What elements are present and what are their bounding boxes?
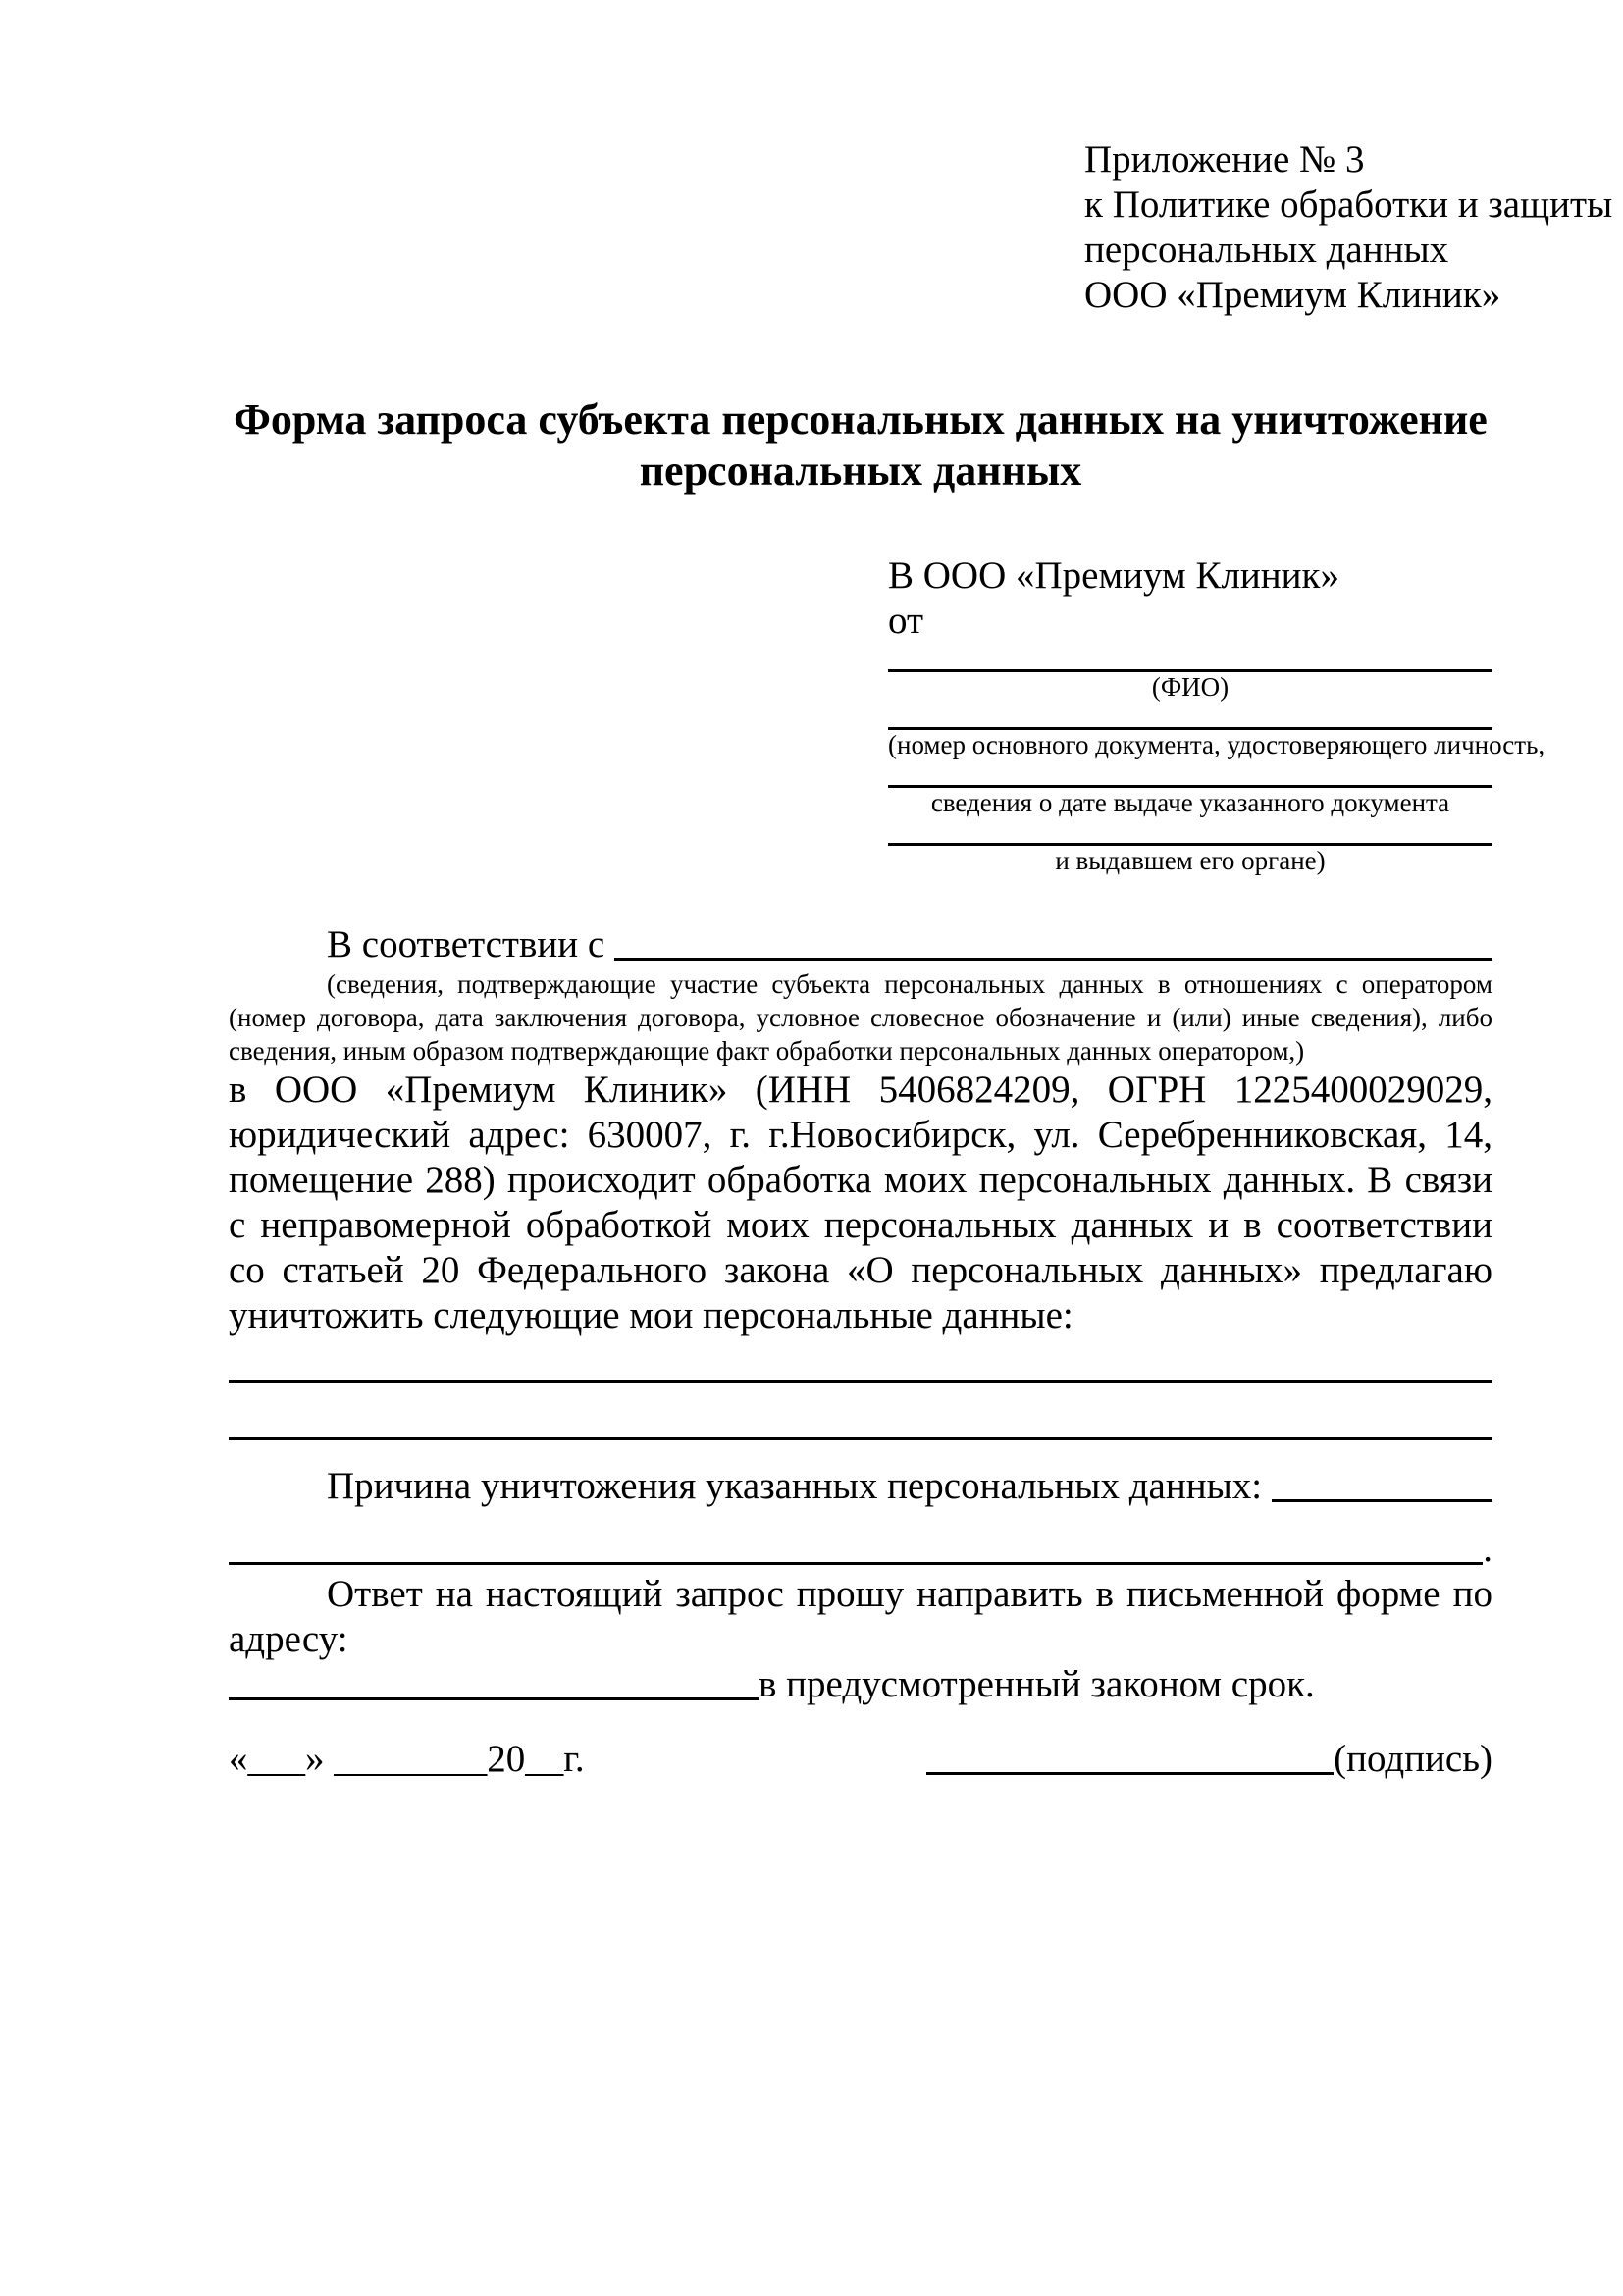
reason-row <box>229 1464 1492 1509</box>
document-title <box>229 394 1492 496</box>
fio-caption: (ФИО) <box>1151 672 1230 702</box>
reason-label: Причина уничтожения указанных персональных данных: <box>327 1465 1263 1507</box>
appendix-number: Приложение № 3 <box>1084 138 1365 181</box>
addressee-block <box>888 553 1545 875</box>
issue-date-field <box>888 785 1492 817</box>
date-template: «___» ________20__г. <box>229 1738 585 1780</box>
appendix-policy-line-2: персональных данных <box>1084 229 1449 271</box>
issuing-authority-field <box>888 843 1492 875</box>
personal-data-blank-line-1 <box>229 1380 1492 1383</box>
reason-line-period: . <box>1483 1528 1492 1570</box>
document-body <box>229 922 1492 1707</box>
reason-blank-line <box>1272 1499 1492 1502</box>
reply-tail-text: в предусмотренный законом срок. <box>759 1663 1315 1705</box>
appendix-header <box>1084 137 1613 318</box>
main-paragraph: в ООО «Премиум Клиник» (ИНН 5406824209, ОГРН 1225400029029, юридический адрес: 630007, г. г.Новосибирск, ул. Серебренниковская, 14, помещение 288) происходит обработка моих персональных данных. В связи с неправомерной обработкой моих персональных данных и в соответствии со статьей 20 Федерального закона «О персональных данных» предлагаю уничтожить следующие мои персональные данные: <box>229 1069 1492 1336</box>
date-signature-row <box>229 1737 1492 1782</box>
document-title-line-1: Форма запроса субъекта персональных данных на уничтожение <box>234 395 1488 444</box>
appendix-company: ООО «Премиум Клиник» <box>1084 274 1501 316</box>
addressee-to: В ООО «Премиум Клиник» <box>888 554 1339 597</box>
reason-continuation-row <box>229 1527 1492 1572</box>
reply-sentence: Ответ на настоящий запрос прошу направить в письменной форме по адресу: <box>229 1573 1492 1660</box>
signature-group <box>926 1737 1492 1782</box>
signature-blank-line <box>926 1772 1334 1775</box>
document-number-field <box>888 727 1545 759</box>
document-title-line-2: персональных данных <box>639 446 1082 495</box>
personal-data-blank-line-2 <box>229 1437 1492 1440</box>
reason-blank-line-2 <box>229 1562 1483 1565</box>
in-accordance-blank-line <box>614 958 1492 961</box>
in-accordance-label: В соответствии с <box>327 923 605 965</box>
issuing-authority-caption: и выдавшем его органе) <box>1055 846 1326 875</box>
appendix-policy-line-1: к Политике обработки и защиты <box>1084 183 1613 226</box>
address-blank-line <box>229 1697 759 1700</box>
fio-field <box>888 669 1492 702</box>
reply-address-row <box>229 1662 1492 1707</box>
in-accordance-row <box>229 922 1492 967</box>
issue-date-caption: сведения о дате выдаче указанного документа <box>930 788 1450 817</box>
addressee-from: от <box>888 600 924 642</box>
document-number-caption: (номер основного документа, удостоверяющего личность, <box>888 730 1545 759</box>
footnote-text: (сведения, подтверждающие участие субъекта персональных данных в отношениях с оператором (номер договора, дата заключения договора, условное словесное обозначение и (или) иные сведения), либо сведения, иным образом подтверждающие факт обработки персональных данных оператором,) <box>229 969 1492 1066</box>
signature-caption: (подпись) <box>1334 1738 1492 1780</box>
